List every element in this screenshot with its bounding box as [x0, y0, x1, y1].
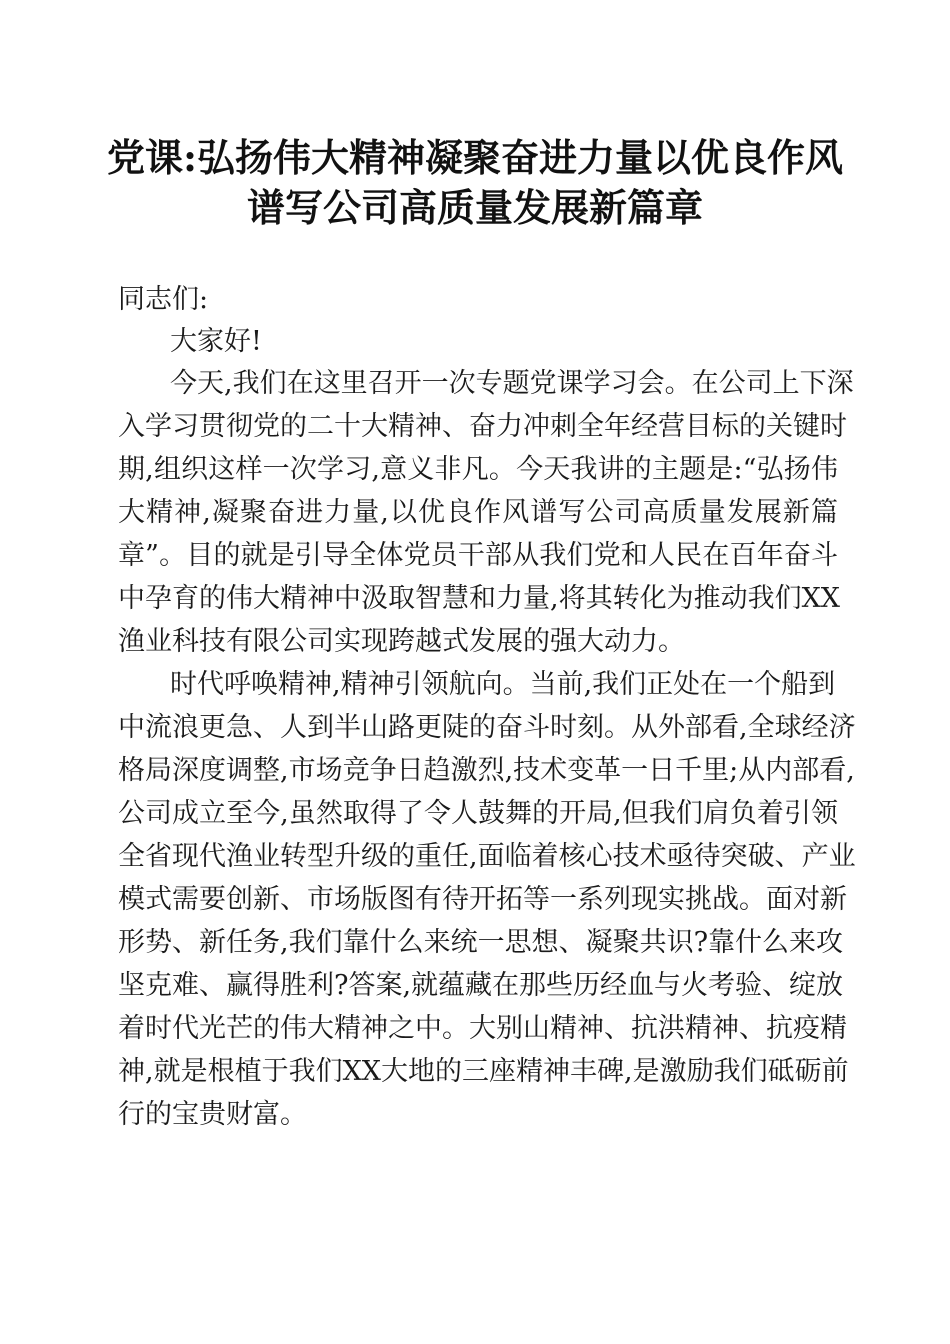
paragraph2-line: 全省现代渔业转型升级的重任,面临着核心技术亟待突破、产业 — [118, 841, 856, 872]
title-line-1: 党课:弘扬伟大精神凝聚奋进力量以优良作风 — [106, 135, 844, 180]
paragraph1-line: 章”。目的就是引导全体党员干部从我们党和人民在百年奋斗 — [118, 540, 838, 571]
paragraph2-line: 着时代光芒的伟大精神之中。大别山精神、抗洪精神、抗疫精 — [118, 1013, 847, 1044]
paragraph2-line: 形势、新任务,我们靠什么来统一思想、凝聚共识?靠什么来攻 — [118, 927, 844, 958]
paragraph1-line: 入学习贯彻党的二十大精神、奋力冲刺全年经营目标的关键时 — [118, 411, 847, 442]
paragraph1-line: 期,组织这样一次学习,意义非凡。今天我讲的主题是:“弘扬伟 — [118, 454, 838, 485]
paragraph1-line: 大精神,凝聚奋进力量,以优良作风谱写公司高质量发展新篇 — [118, 497, 838, 528]
salutation: 同志们: — [118, 284, 209, 315]
paragraph2-line: 坚克难、赢得胜利?答案,就蕴藏在那些历经血与火考验、绽放 — [118, 970, 844, 1001]
paragraph2-line: 行的宝贵财富。 — [118, 1099, 307, 1130]
paragraph1-line: 渔业科技有限公司实现跨越式发展的强大动力。 — [118, 626, 685, 657]
paragraph2-line: 模式需要创新、市场版图有待开拓等一系列现实挑战。面对新 — [118, 884, 847, 915]
paragraph1-line: 今天,我们在这里召开一次专题党课学习会。在公司上下深 — [170, 368, 854, 399]
paragraph2-line: 中流浪更急、人到半山路更陡的奋斗时刻。从外部看,全球经济 — [118, 712, 856, 743]
greeting: 大家好! — [170, 326, 262, 357]
paragraph2-line: 格局深度调整,市场竞争日趋激烈,技术变革一日千里;从内部看, — [118, 755, 855, 786]
paragraph2-line: 公司成立至今,虽然取得了令人鼓舞的开局,但我们肩负着引领 — [118, 798, 838, 829]
paragraph1-line: 中孕育的伟大精神中汲取智慧和力量,将其转化为推动我们XX — [118, 583, 841, 614]
title-line-2: 谱写公司高质量发展新篇章 — [246, 185, 703, 230]
paragraph2-line: 神,就是根植于我们XX大地的三座精神丰碑,是激励我们砥砺前 — [118, 1056, 849, 1087]
paragraph2-line: 时代呼唤精神,精神引领航向。当前,我们正处在一个船到 — [170, 669, 836, 700]
